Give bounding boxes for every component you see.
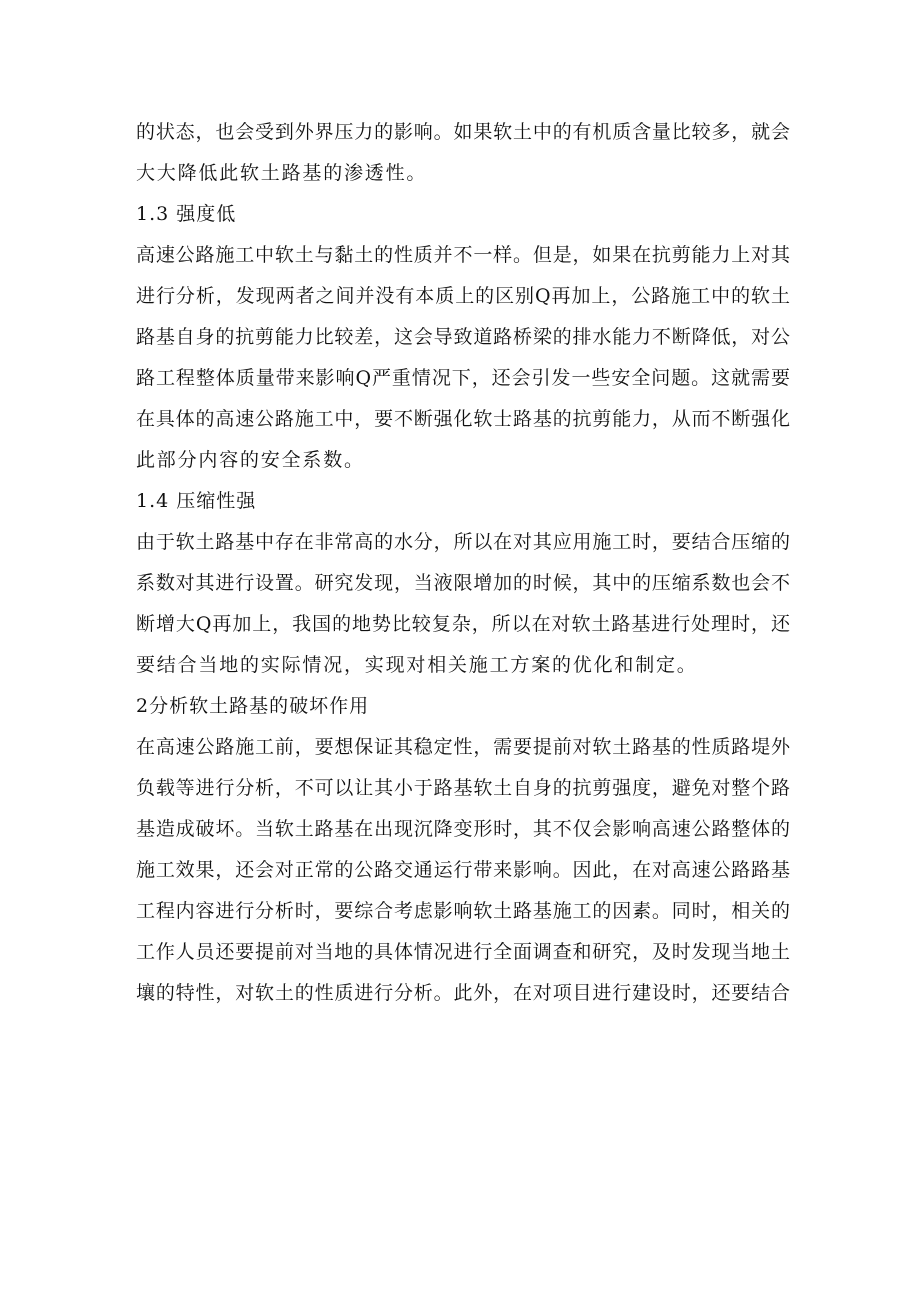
text-line: 断增大Q再加上，我国的地势比较复杂，所以在对软土路基进行处理时，还 (136, 613, 790, 635)
text-line: 壤的特性，对软土的性质进行分析。此外，在对项目进行建设时，还要结合 (136, 982, 790, 1004)
section-heading-1-3: 1.3 强度低 (136, 203, 237, 225)
text-line: 工作人员还要提前对当地的具体情况进行全面调查和研究，及时发现当地土 (136, 941, 790, 963)
text-line: 路工程整体质量带来影响Q严重情况下，还会引发一些安全问题。这就需要 (136, 367, 790, 389)
text-line: 系数对其进行设置。研究发现，当液限增加的时候，其中的压缩系数也会不 (136, 572, 790, 594)
text-line: 此部分内容的安全系数。 (136, 449, 365, 471)
text-line: 施工效果，还会对正常的公路交通运行带来影响。因此，在对高速公路路基 (136, 859, 790, 881)
text-line: 高速公路施工中软土与黏土的性质并不一样。但是，如果在抗剪能力上对其 (136, 244, 790, 266)
section-heading-2: 2分析软土路基的破坏作用 (136, 695, 370, 717)
text-line: 要结合当地的实际情况，实现对相关施工方案的优化和制定。 (136, 654, 698, 676)
text-line: 工程内容进行分析时，要综合考虑影响软土路基施工的因素。同时，相关的 (136, 900, 790, 922)
text-line: 在具体的高速公路施工中，要不断强化软士路基的抗剪能力，从而不断强化 (136, 408, 790, 430)
text-line: 在高速公路施工前，要想保证其稳定性，需要提前对软土路基的性质路堤外 (136, 736, 790, 758)
text-line: 大大降低此软土路基的渗透性。 (136, 162, 428, 184)
text-line: 的状态，也会受到外界压力的影响。如果软土中的有机质含量比较多，就会 (136, 121, 790, 143)
text-line: 进行分析，发现两者之间并没有本质上的区别Q再加上，公路施工中的软土 (136, 285, 790, 307)
text-line: 由于软土路基中存在非常高的水分，所以在对其应用施工时，要结合压缩的 (136, 531, 790, 553)
text-line: 基造成破坏。当软土路基在出现沉降变形时，其不仅会影响高速公路整体的 (136, 818, 790, 840)
text-line: 负载等进行分析，不可以让其小于路基软土自身的抗剪强度，避免对整个路 (136, 777, 790, 799)
text-line: 路基自身的抗剪能力比较差，这会导致道路桥梁的排水能力不断降低，对公 (136, 326, 790, 348)
section-heading-1-4: 1.4 压缩性强 (136, 490, 257, 512)
document-page (136, 112, 790, 1014)
